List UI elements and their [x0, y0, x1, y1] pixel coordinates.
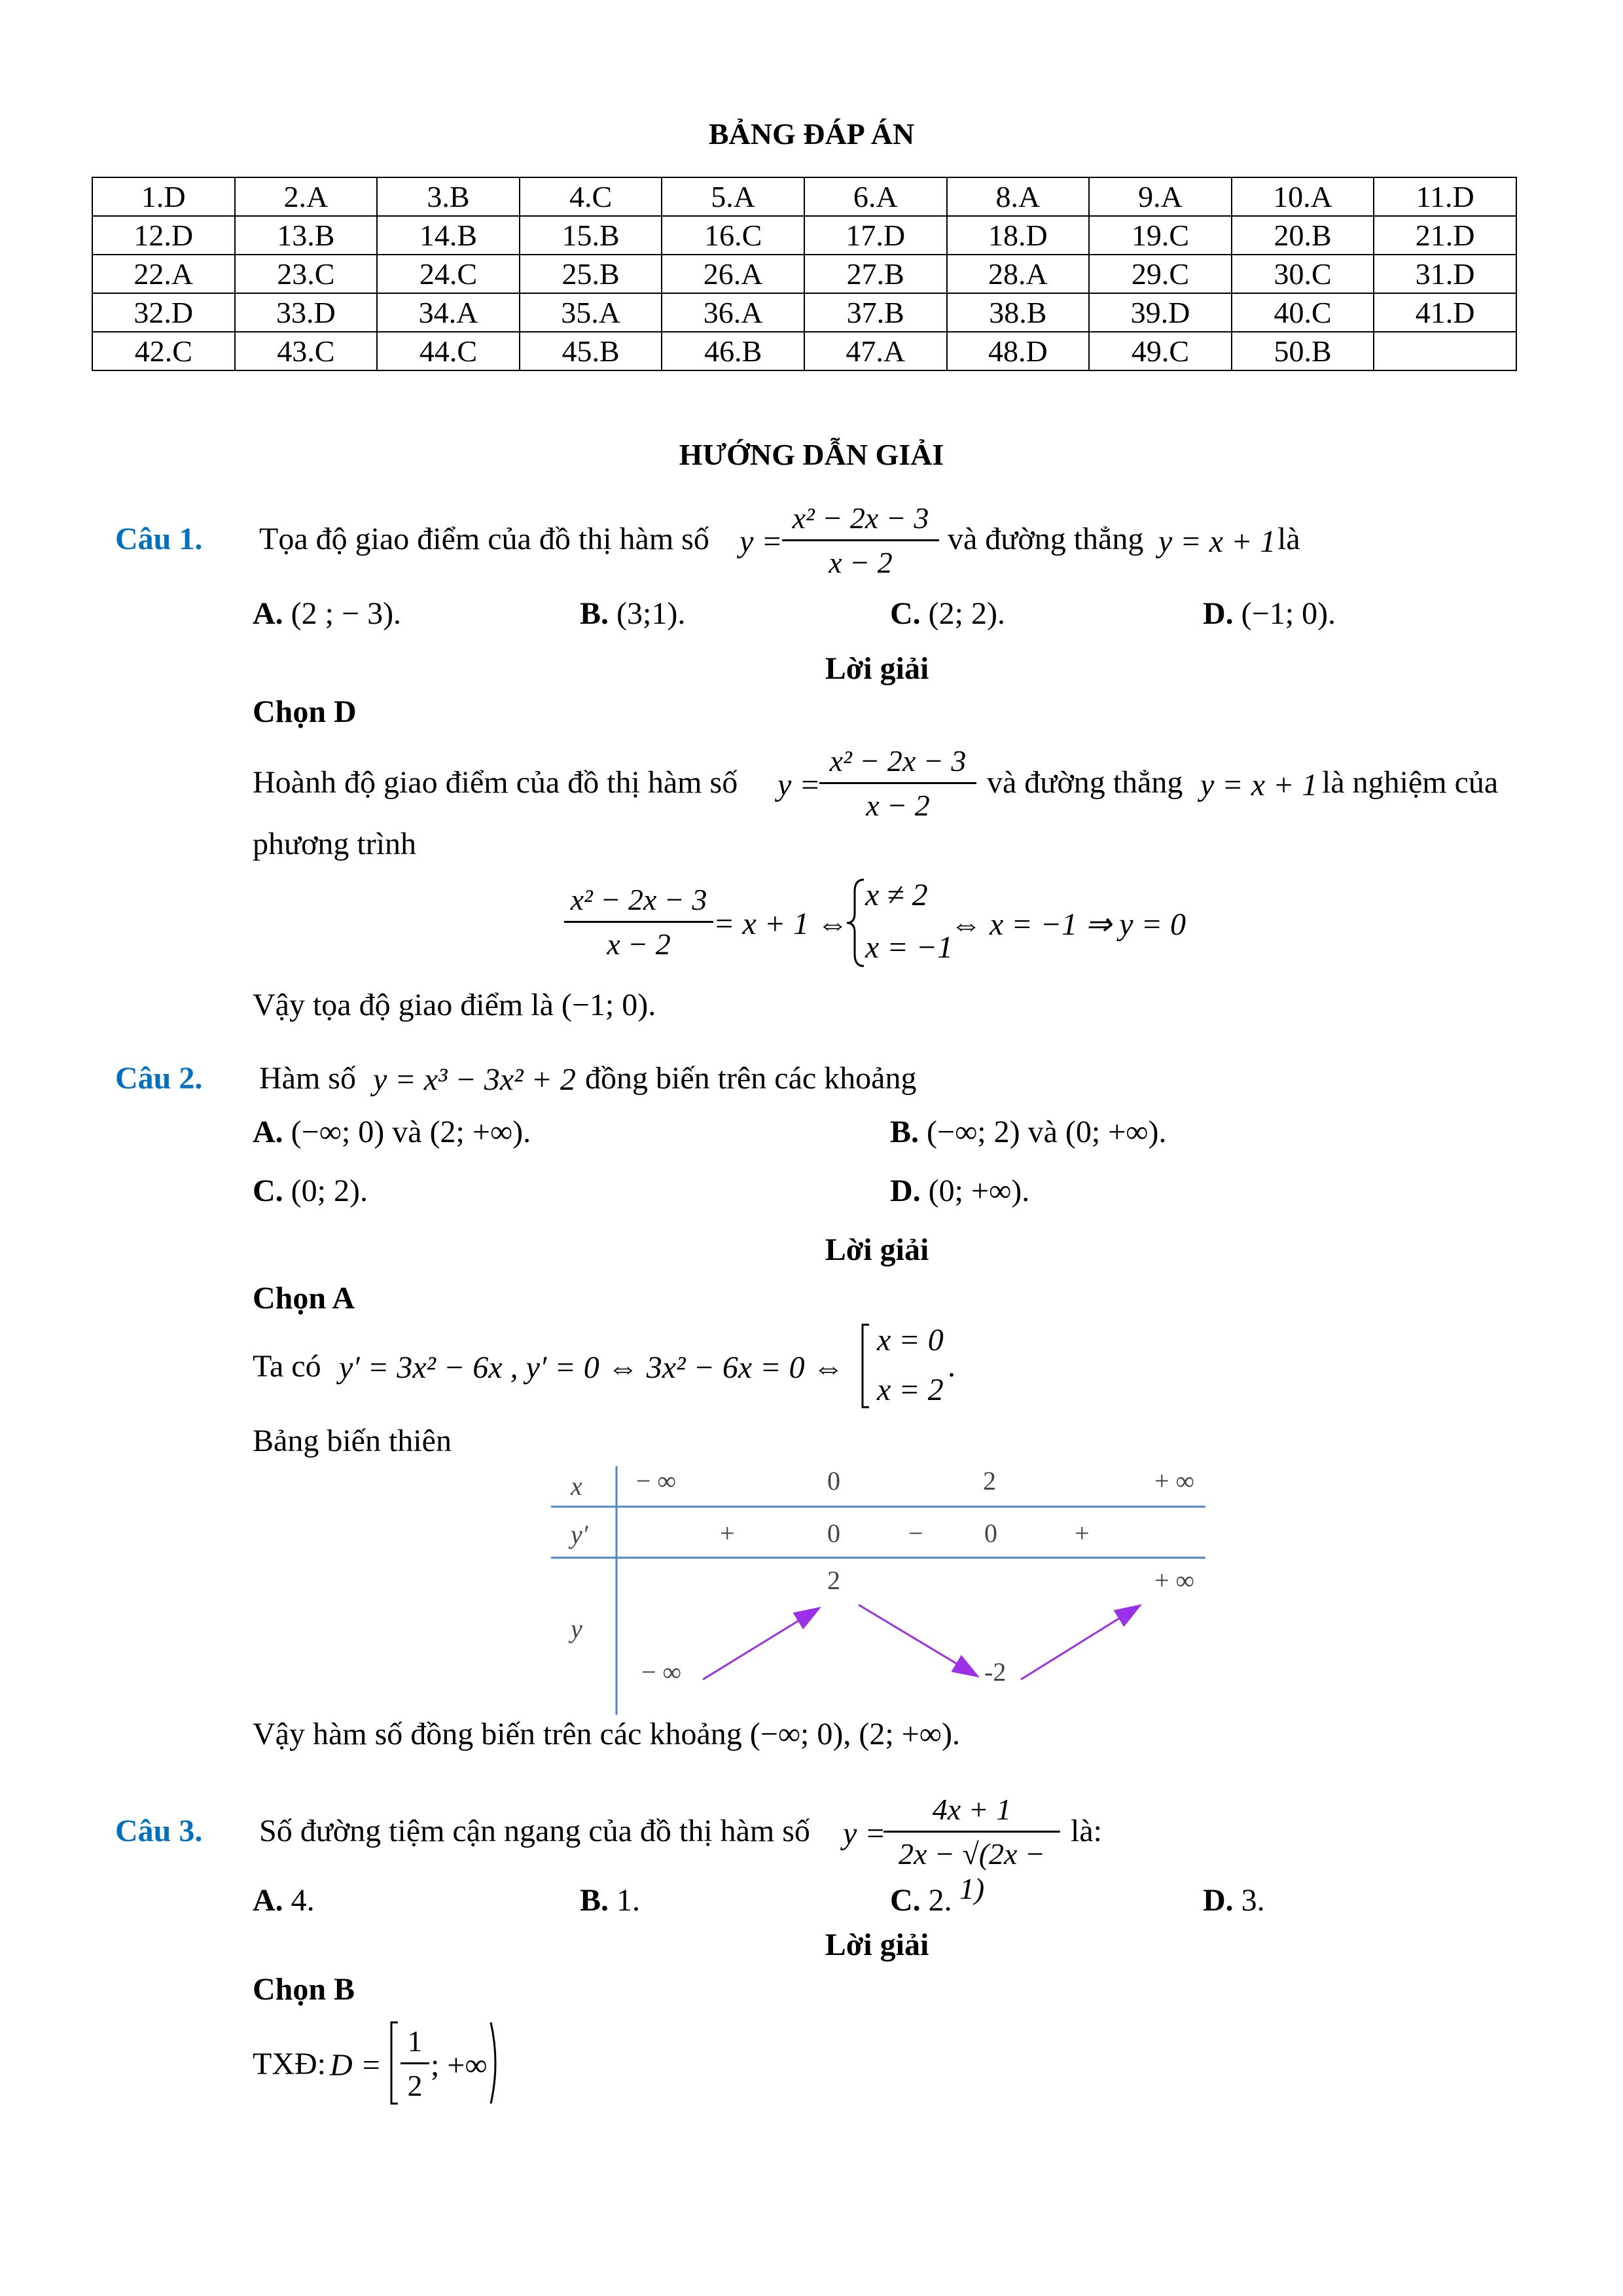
- q1-option-b[interactable]: [580, 596, 685, 632]
- q1-option-d[interactable]: [1203, 596, 1336, 632]
- answer-key-cell: 20.B: [1232, 216, 1374, 255]
- answer-key-cell: 19.C: [1089, 216, 1232, 255]
- q2-stem: Hàm số: [259, 1061, 356, 1096]
- q2-option-d-text: (0; +∞).: [928, 1174, 1030, 1208]
- q1-option-c-letter: C.: [890, 596, 921, 631]
- q3-option-c[interactable]: [890, 1882, 952, 1918]
- q3-option-c-text: 2.: [928, 1883, 952, 1918]
- answer-key-cell: 30.C: [1232, 255, 1374, 293]
- answer-key-cell: 13.B: [235, 216, 378, 255]
- vt-arrow-up-1: [703, 1609, 818, 1679]
- vt-x-label: x: [571, 1471, 582, 1501]
- vt-x-two: 2: [983, 1466, 996, 1496]
- q2-choice: Chọn A: [253, 1281, 355, 1316]
- guide-title: HƯỚNG DẪN GIẢI: [679, 438, 944, 471]
- q1-option-d-text: (−1; 0).: [1241, 596, 1336, 631]
- q2-case-1: x = 0: [877, 1323, 944, 1357]
- answer-key-cell: 8.A: [947, 177, 1090, 216]
- answer-key-row: [92, 255, 1516, 293]
- q2-option-b-letter: B.: [890, 1115, 919, 1149]
- answer-key-cell: 34.A: [377, 293, 520, 332]
- answer-key-cell: 49.C: [1089, 332, 1232, 370]
- q3-choice: Chọn B: [253, 1972, 355, 2007]
- q3-domain-eq: D =: [330, 2048, 382, 2083]
- q3-option-c-letter: C.: [890, 1883, 921, 1918]
- answer-key-cell: 29.C: [1089, 255, 1232, 293]
- answer-key-cell: 45.B: [520, 332, 662, 370]
- q1-option-a[interactable]: [253, 596, 401, 632]
- q1-frac-num: x² − 2x − 3: [782, 501, 939, 541]
- q3-option-d-text: 3.: [1241, 1883, 1265, 1918]
- answer-key-cell: 18.D: [947, 216, 1090, 255]
- q1-eq-fraction: [564, 882, 713, 961]
- answer-key-cell: 9.A: [1089, 177, 1232, 216]
- answer-key-cell: 37.B: [804, 293, 947, 332]
- vt-x-pos-inf: + ∞: [1154, 1466, 1195, 1496]
- q2-case-dot: .: [948, 1349, 955, 1384]
- q2-option-d-letter: D.: [890, 1174, 921, 1208]
- answer-key-cell: 1.D: [92, 177, 235, 216]
- q1-sol-text-c: là nghiệm của: [1322, 765, 1499, 800]
- answer-key-cell: 11.D: [1374, 177, 1516, 216]
- vt-x-neg-inf: − ∞: [636, 1466, 677, 1496]
- answer-key-cell: 32.D: [92, 293, 235, 332]
- q2-deriv-text: Ta có: [253, 1349, 321, 1384]
- answer-key-cell: 41.D: [1374, 293, 1516, 332]
- q2-option-b[interactable]: [890, 1114, 1167, 1150]
- q1-y-eq: y =: [740, 524, 783, 559]
- vt-y-top-right: + ∞: [1154, 1566, 1195, 1595]
- q1-sol-text: Hoành độ giao điểm của đồ thị hàm số: [253, 765, 738, 800]
- answer-key-cell: 40.C: [1232, 293, 1374, 332]
- q1-label: Câu 1.: [115, 522, 203, 556]
- q2-option-a-letter: A.: [253, 1115, 283, 1149]
- answer-key-cell: 23.C: [235, 255, 378, 293]
- answer-key-cell: 46.B: [662, 332, 804, 370]
- q1-sol-line-eq: y = x + 1: [1200, 768, 1318, 802]
- q1-eq-frac-num: x² − 2x − 3: [564, 882, 713, 923]
- q1-stem-c: là: [1277, 522, 1300, 556]
- q1-sol-text-b: và đường thẳng: [987, 765, 1183, 800]
- q1-option-d-letter: D.: [1203, 596, 1234, 631]
- q2-case-2: x = 2: [877, 1372, 944, 1407]
- answer-key-cell: 43.C: [235, 332, 378, 370]
- answer-key-cell: 35.A: [520, 293, 662, 332]
- q3-option-d-letter: D.: [1203, 1883, 1234, 1918]
- q1-frac-den: x − 2: [829, 546, 893, 579]
- q1-option-c[interactable]: [890, 596, 1005, 632]
- answer-key-cell: 31.D: [1374, 255, 1516, 293]
- vt-y-label: y: [571, 1614, 582, 1643]
- q3-frac-num: 4x + 1: [883, 1792, 1060, 1833]
- q1-sol-frac-den: x − 2: [866, 789, 930, 822]
- q1-line-eq: y = x + 1: [1158, 524, 1276, 559]
- q2-function: y = x³ − 3x² + 2: [373, 1062, 576, 1097]
- answer-key-cell: [1374, 332, 1516, 370]
- answer-key-cell: 39.D: [1089, 293, 1232, 332]
- q2-deriv-eq: y′ = 3x² − 6x , y′ = 0 ⇔ 3x² − 6x = 0 ⇔: [339, 1350, 844, 1385]
- q3-label: Câu 3.: [115, 1814, 203, 1848]
- answer-key-row: [92, 293, 1516, 332]
- q1-option-a-text: (2 ; − 3).: [291, 596, 402, 631]
- answer-key-cell: 10.A: [1232, 177, 1374, 216]
- q3-option-d[interactable]: [1203, 1882, 1265, 1918]
- answer-key-cell: 12.D: [92, 216, 235, 255]
- answer-key-cell: 33.D: [235, 293, 378, 332]
- q1-eq-tail: ⇔ x = −1 ⇒ y = 0: [950, 907, 1186, 942]
- answer-key-cell: 24.C: [377, 255, 520, 293]
- q2-label: Câu 2.: [115, 1061, 203, 1096]
- q1-choice: Chọn D: [253, 694, 357, 729]
- q2-option-c-text: (0; 2).: [291, 1174, 368, 1208]
- answer-key-cell: 17.D: [804, 216, 947, 255]
- q2-case-bracket: [859, 1322, 872, 1410]
- answer-key-cell: 25.B: [520, 255, 662, 293]
- q3-domain-bracket-left: [387, 2020, 401, 2106]
- q3-y-eq: y =: [843, 1816, 886, 1851]
- q1-sol-fraction: [819, 744, 976, 823]
- answer-key-cell: 44.C: [377, 332, 520, 370]
- vt-yp-plus-2: +: [1075, 1518, 1090, 1548]
- q3-option-b-text: 1.: [616, 1883, 641, 1918]
- answer-key-cell: 26.A: [662, 255, 804, 293]
- answer-key-cell: 28.A: [947, 255, 1090, 293]
- q1-option-b-text: (3;1).: [616, 596, 686, 631]
- q2-option-a-text: (−∞; 0) và (2; +∞).: [291, 1115, 531, 1149]
- answer-key-cell: 50.B: [1232, 332, 1374, 370]
- vt-arrow-up-2: [1021, 1606, 1139, 1679]
- q1-sol-y-eq: y =: [777, 768, 821, 802]
- vt-y-bot-mid: -2: [984, 1657, 1007, 1687]
- answer-key-cell: 16.C: [662, 216, 804, 255]
- answer-key-row: [92, 332, 1516, 370]
- answer-key-cell: 15.B: [520, 216, 662, 255]
- answer-key-cell: 5.A: [662, 177, 804, 216]
- answer-key-cell: 22.A: [92, 255, 235, 293]
- q1-conclusion: Vậy tọa độ giao điểm là (−1; 0).: [253, 988, 656, 1022]
- vt-yp-plus-1: +: [720, 1518, 735, 1548]
- q1-option-b-letter: B.: [580, 596, 609, 631]
- q3-domain-den: 2: [407, 2069, 423, 2102]
- q2-option-b-text: (−∞; 2) và (0; +∞).: [927, 1115, 1167, 1149]
- q2-option-c-letter: C.: [253, 1174, 283, 1208]
- answer-key-cell: 6.A: [804, 177, 947, 216]
- q3-stem: Số đường tiệm cận ngang của đồ thị hàm số: [259, 1814, 810, 1848]
- q3-option-b-letter: B.: [580, 1883, 609, 1918]
- q1-option-a-letter: A.: [253, 596, 283, 631]
- q1-stem-b: và đường thẳng: [948, 522, 1144, 556]
- answer-key-table: [92, 177, 1517, 371]
- q1-sol-frac-num: x² − 2x − 3: [819, 744, 976, 784]
- q1-solution-title: Lời giải: [825, 651, 929, 686]
- q2-conclusion: Vậy hàm số đồng biến trên các khoảng (−∞; 0), (2; +∞).: [253, 1717, 960, 1751]
- variation-table: [551, 1466, 1205, 1715]
- answer-key-cell: 21.D: [1374, 216, 1516, 255]
- q3-stem-b: là:: [1071, 1814, 1102, 1848]
- q3-domain-label: TXĐ:: [253, 2047, 326, 2081]
- vt-y-top-mid: 2: [827, 1566, 840, 1595]
- q2-stem-b: đồng biến trên các khoảng: [585, 1061, 917, 1096]
- q3-domain-num: 1: [401, 2024, 429, 2064]
- vt-arrow-down: [859, 1605, 976, 1676]
- vt-x-zero: 0: [827, 1466, 840, 1496]
- q3-option-b[interactable]: [580, 1882, 640, 1918]
- answer-key-title: BẢNG ĐÁP ÁN: [708, 117, 915, 151]
- q3-option-a-letter: A.: [253, 1883, 283, 1918]
- answer-key-row: [92, 216, 1516, 255]
- answer-key-cell: 27.B: [804, 255, 947, 293]
- q1-fraction: [782, 501, 939, 580]
- answer-key-cell: 2.A: [235, 177, 378, 216]
- q1-eq-rhs: = x + 1 ⇔: [713, 906, 849, 941]
- q3-domain-paren-right: [487, 2020, 503, 2106]
- q3-domain-fraction: [401, 2024, 429, 2103]
- vt-yp-minus: −: [908, 1518, 923, 1548]
- answer-key-cell: 38.B: [947, 293, 1090, 332]
- q2-option-a[interactable]: [253, 1114, 531, 1150]
- q3-domain-tail: ; +∞: [431, 2048, 488, 2083]
- q3-option-a-text: 4.: [291, 1883, 315, 1918]
- q2-table-label: Bảng biến thiên: [253, 1424, 452, 1458]
- vt-yp-zero-2: 0: [984, 1518, 997, 1548]
- vt-y-bot-left: − ∞: [641, 1657, 682, 1687]
- q2-solution-title: Lời giải: [825, 1232, 929, 1267]
- answer-key-cell: 4.C: [520, 177, 662, 216]
- q2-option-c[interactable]: [253, 1173, 368, 1209]
- vt-yp-zero-1: 0: [827, 1518, 840, 1548]
- q1-stem: Tọa độ giao điểm của đồ thị hàm số: [259, 522, 709, 556]
- q1-system-brace: [844, 877, 868, 969]
- q1-system-line-2: x = −1: [865, 930, 954, 965]
- vt-yp-label: y′: [571, 1520, 588, 1549]
- q1-system-line-1: x ≠ 2: [865, 878, 928, 912]
- q1-option-c-text: (2; 2).: [928, 596, 1005, 631]
- q2-option-d[interactable]: [890, 1173, 1029, 1209]
- q3-solution-title: Lời giải: [825, 1928, 929, 1962]
- q3-frac-den: 2x − √(2x − 1): [899, 1837, 1045, 1905]
- q1-sol-text-d: phương trình: [253, 827, 417, 861]
- q1-eq-frac-den: x − 2: [607, 927, 671, 961]
- answer-key-cell: 36.A: [662, 293, 804, 332]
- answer-key-cell: 14.B: [377, 216, 520, 255]
- answer-key-row: [92, 177, 1516, 216]
- q3-option-a[interactable]: [253, 1882, 315, 1918]
- answer-key-cell: 48.D: [947, 332, 1090, 370]
- answer-key-cell: 3.B: [377, 177, 520, 216]
- answer-key-cell: 42.C: [92, 332, 235, 370]
- answer-key-cell: 47.A: [804, 332, 947, 370]
